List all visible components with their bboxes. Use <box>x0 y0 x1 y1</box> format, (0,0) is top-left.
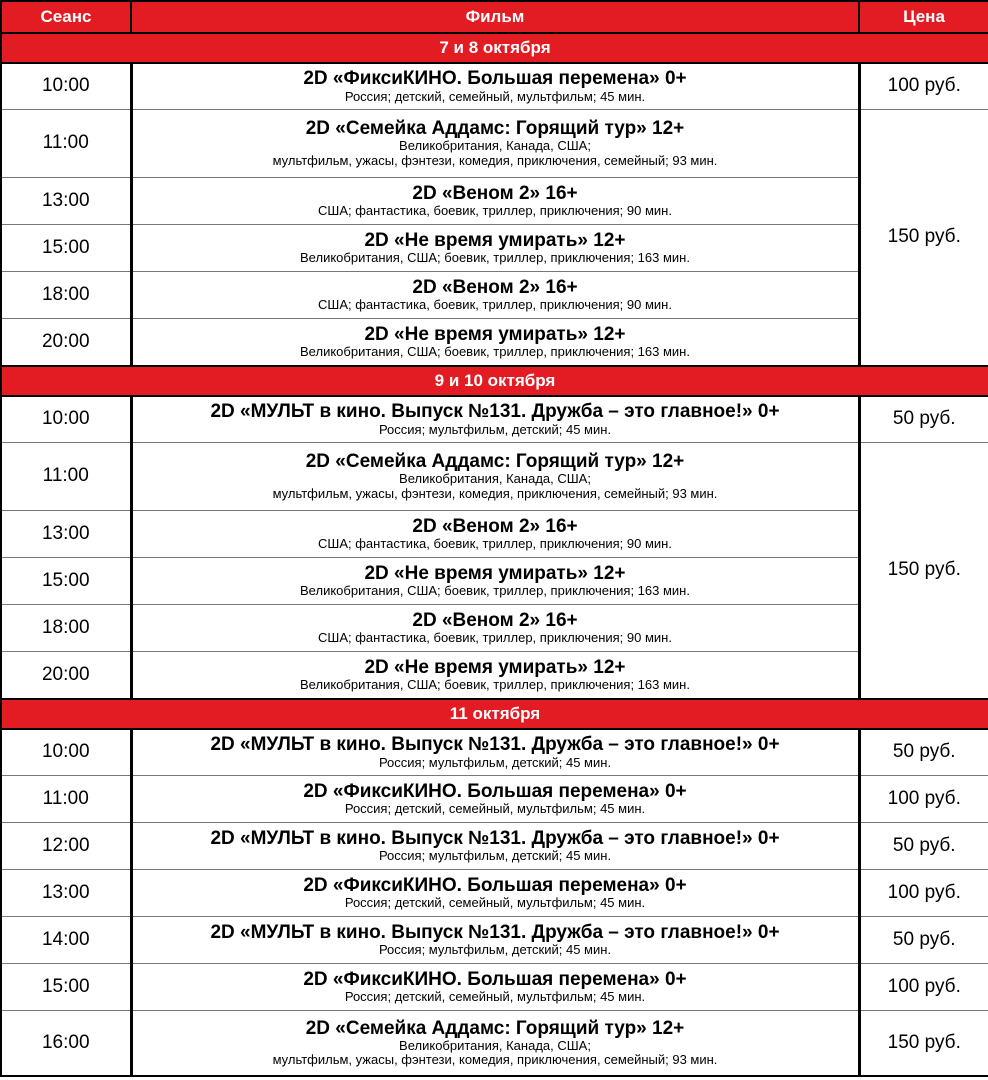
ticket-price: 100 руб. <box>859 63 988 109</box>
ticket-price: 100 руб. <box>859 963 988 1010</box>
film-info: Великобритания, США; боевик, триллер, приключения; 163 мин. <box>300 344 690 360</box>
film-title: 2D «МУЛЬТ в кино. Выпуск №131. Дружба – это главное!» 0+ <box>210 921 780 943</box>
film-info: США; фантастика, боевик, триллер, приключения; 90 мин. <box>318 535 672 551</box>
film-cell <box>131 442 859 510</box>
film-title: 2D «Не время умирать» 12+ <box>364 323 626 345</box>
showtime-row <box>1 869 988 916</box>
film-cell <box>131 109 859 177</box>
showtime-row <box>1 63 988 109</box>
ticket-price: 50 руб. <box>859 822 988 869</box>
session-time: 13:00 <box>1 177 131 224</box>
showtime-row <box>1 651 988 699</box>
session-time: 15:00 <box>1 963 131 1010</box>
film-cell <box>131 396 859 442</box>
film-info: США; фантастика, боевик, триллер, приключения; 90 мин. <box>318 629 672 645</box>
film-info: Великобритания, США; боевик, триллер, приключения; 163 мин. <box>300 249 690 265</box>
ticket-price: 50 руб. <box>859 729 988 775</box>
showtime-row <box>1 963 988 1010</box>
film-cell <box>131 604 859 651</box>
schedule-body <box>1 33 988 1076</box>
header-time: Сеанс <box>1 1 131 33</box>
film-info: Великобритания, США; боевик, триллер, приключения; 163 мин. <box>300 677 690 693</box>
ticket-price: 50 руб. <box>859 916 988 963</box>
film-info: Великобритания, Канада, США; <box>399 471 591 487</box>
film-cell <box>131 177 859 224</box>
film-title: 2D «Веном 2» 16+ <box>412 609 578 631</box>
film-info: мультфильм, ужасы, фэнтези, комедия, приключения, семейный; 93 мин. <box>272 485 718 501</box>
film-title: 2D «МУЛЬТ в кино. Выпуск №131. Дружба – это главное!» 0+ <box>210 401 780 423</box>
session-time: 13:00 <box>1 869 131 916</box>
film-title: 2D «Веном 2» 16+ <box>412 515 578 537</box>
header-price: Цена <box>859 1 988 33</box>
film-info: Россия; мультфильм, детский; 45 мин. <box>378 941 612 957</box>
showtime-row <box>1 604 988 651</box>
film-info: Россия; детский, семейный, мультфильм; 45 мин. <box>344 88 646 104</box>
session-time: 12:00 <box>1 822 131 869</box>
film-cell <box>131 271 859 318</box>
film-title: 2D «МУЛЬТ в кино. Выпуск №131. Дружба – это главное!» 0+ <box>210 734 780 756</box>
session-time: 10:00 <box>1 63 131 109</box>
film-title: 2D «Семейка Аддамс: Горящий тур» 12+ <box>305 1017 685 1039</box>
session-time: 15:00 <box>1 224 131 271</box>
film-info: Россия; мультфильм, детский; 45 мин. <box>378 847 612 863</box>
film-info: Россия; детский, семейный, мультфильм; 45 мин. <box>344 894 646 910</box>
film-info: мультфильм, ужасы, фэнтези, комедия, приключения, семейный; 93 мин. <box>272 152 718 168</box>
ticket-price: 100 руб. <box>859 869 988 916</box>
session-time: 10:00 <box>1 396 131 442</box>
header-film: Фильм <box>131 1 859 33</box>
date-row <box>1 366 988 396</box>
film-info: Великобритания, Канада, США; <box>399 138 591 154</box>
date-heading: 7 и 8 октября <box>1 33 988 63</box>
film-cell <box>131 1010 859 1076</box>
ticket-price: 50 руб. <box>859 396 988 442</box>
showtime-row <box>1 1010 988 1076</box>
showtime-row <box>1 396 988 442</box>
ticket-price: 100 руб. <box>859 775 988 822</box>
film-title: 2D «Семейка Аддамс: Горящий тур» 12+ <box>305 117 685 139</box>
film-info: Великобритания, США; боевик, триллер, приключения; 163 мин. <box>300 582 690 598</box>
showtime-row <box>1 822 988 869</box>
film-title: 2D «Не время умирать» 12+ <box>364 562 626 584</box>
showtime-row <box>1 557 988 604</box>
film-cell <box>131 318 859 366</box>
session-time: 15:00 <box>1 557 131 604</box>
header-row <box>1 1 988 33</box>
session-time: 18:00 <box>1 604 131 651</box>
showtime-row <box>1 224 988 271</box>
film-cell <box>131 63 859 109</box>
film-info: Россия; детский, семейный, мультфильм; 45 мин. <box>344 988 646 1004</box>
date-heading: 11 октября <box>1 699 988 729</box>
showtime-row <box>1 775 988 822</box>
film-title: 2D «Веном 2» 16+ <box>412 182 578 204</box>
ticket-price: 150 руб. <box>859 109 988 366</box>
film-title: 2D «ФиксиКИНО. Большая перемена» 0+ <box>303 780 687 802</box>
film-cell <box>131 822 859 869</box>
session-time: 14:00 <box>1 916 131 963</box>
film-info: Россия; мультфильм, детский; 45 мин. <box>378 754 612 770</box>
showtime-row <box>1 916 988 963</box>
film-title: 2D «ФиксиКИНО. Большая перемена» 0+ <box>303 68 687 90</box>
film-title: 2D «Веном 2» 16+ <box>412 276 578 298</box>
ticket-price: 150 руб. <box>859 442 988 699</box>
film-info: США; фантастика, боевик, триллер, приключения; 90 мин. <box>318 296 672 312</box>
showtime-row <box>1 318 988 366</box>
film-title: 2D «ФиксиКИНО. Большая перемена» 0+ <box>303 874 687 896</box>
film-cell <box>131 729 859 775</box>
film-info: США; фантастика, боевик, триллер, приключения; 90 мин. <box>318 202 672 218</box>
showtime-row <box>1 109 988 177</box>
film-cell <box>131 963 859 1010</box>
film-title: 2D «Не время умирать» 12+ <box>364 656 626 678</box>
film-title: 2D «МУЛЬТ в кино. Выпуск №131. Дружба – это главное!» 0+ <box>210 827 780 849</box>
film-cell <box>131 557 859 604</box>
film-cell <box>131 916 859 963</box>
film-cell <box>131 224 859 271</box>
showtime-row <box>1 271 988 318</box>
film-info: мультфильм, ужасы, фэнтези, комедия, приключения, семейный; 93 мин. <box>272 1052 718 1068</box>
film-info: Великобритания, Канада, США; <box>399 1037 591 1053</box>
session-time: 13:00 <box>1 510 131 557</box>
ticket-price: 150 руб. <box>859 1010 988 1076</box>
session-time: 11:00 <box>1 442 131 510</box>
session-time: 16:00 <box>1 1010 131 1076</box>
film-cell <box>131 651 859 699</box>
film-info: Россия; мультфильм, детский; 45 мин. <box>378 421 612 437</box>
session-time: 18:00 <box>1 271 131 318</box>
session-time: 20:00 <box>1 318 131 366</box>
date-row <box>1 699 988 729</box>
session-time: 11:00 <box>1 109 131 177</box>
film-title: 2D «Семейка Аддамс: Горящий тур» 12+ <box>305 450 685 472</box>
date-row <box>1 33 988 63</box>
session-time: 10:00 <box>1 729 131 775</box>
film-info: Россия; детский, семейный, мультфильм; 45 мин. <box>344 800 646 816</box>
film-cell <box>131 510 859 557</box>
session-time: 11:00 <box>1 775 131 822</box>
film-title: 2D «Не время умирать» 12+ <box>364 229 626 251</box>
film-cell <box>131 869 859 916</box>
date-heading: 9 и 10 октября <box>1 366 988 396</box>
film-cell <box>131 775 859 822</box>
film-title: 2D «ФиксиКИНО. Большая перемена» 0+ <box>303 968 687 990</box>
showtime-row <box>1 177 988 224</box>
showtime-row <box>1 510 988 557</box>
session-time: 20:00 <box>1 651 131 699</box>
showtime-row <box>1 729 988 775</box>
showtime-row <box>1 442 988 510</box>
